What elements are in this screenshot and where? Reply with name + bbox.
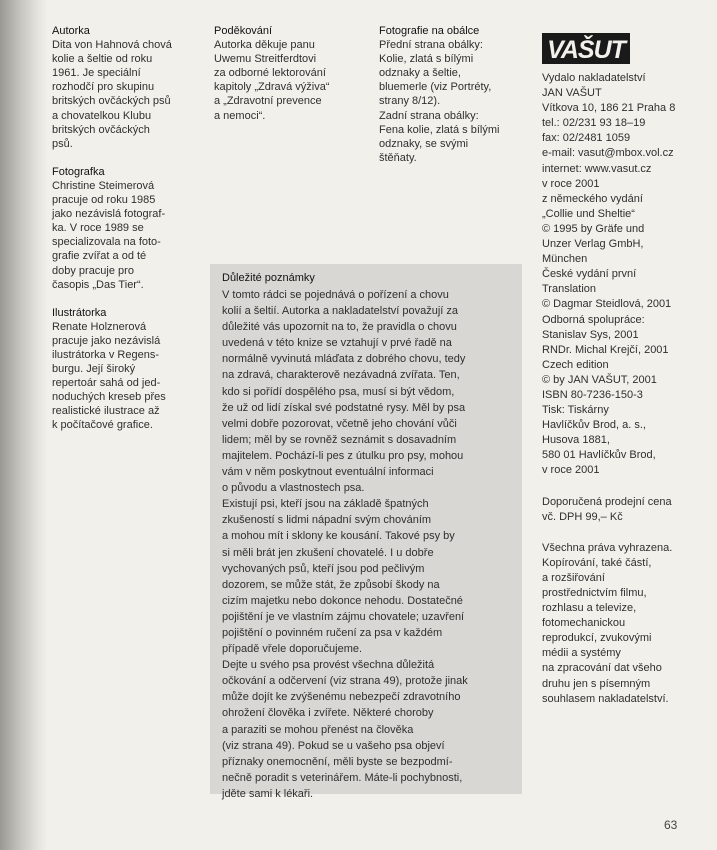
notes-paragraph: Existují psi, kteří jsou na základě špatných zkušeností s lidmi nápadní svým chováním a mohou mít i sklony ke kousání. Takové psy by si měli brát jen zkušení chovatelé. I u dobře vychovaných psů, kteří jsou pod pečlivým dozorem, se může stát, že způsobí škody na cizím majetku nebo dokonce nehodu. Dostatečné pojištění je ve vlastním zájmu chovatele; uzavření pojištění o povinném ručení za psa v každém případě vřele doporučujeme. — [222, 498, 465, 656]
credits-column — [52, 24, 202, 447]
cover-photo-column — [379, 24, 529, 165]
author-heading: Autorka — [52, 25, 90, 37]
author-text: Dita von Hahnová chová kolie a šeltie od roku 1961. Je speciální rozhodčí pro skupinu britských ovčáckých psů a chovatelkou Klubu britských ovčáckých psů. — [52, 39, 172, 150]
illustrator-text: Renate Holznerová pracuje jako nezávislá ilustrátorka v Regens- burgu. Její široký repertoár sahá od jed- noduchých kreseb přes realistické ilustrace až k počítačové grafice. — [52, 320, 166, 432]
page-number: 63 — [664, 818, 678, 832]
cover-photo-text: Přední strana obálky: Kolie, zlatá s bílými odznaky a šeltie, bluemerle (viz Portréty, strany 8/12). Zadní strana obálky: Fena kolie, zlatá s bílými odznaky, se svými štěňaty. — [379, 39, 500, 164]
rights-reserved: Všechna práva vyhrazena. Kopírování, také částí, a rozšiřování prostřednictvím filmu, rozhlasu a televize, fotomechanickou reprodukcí, zvukovými médii a systémy na zpracování dat všeho druhu jen s písemným souhlasem nakladatelství. — [542, 541, 673, 705]
recommended-price: Doporučená prodejní cena vč. DPH 99,– Kč — [542, 495, 672, 523]
photographer-text: Christine Steimerová pracuje od roku 1985 jako nezávislá fotograf- ka. V roce 1989 se specializovala na foto- grafie zvířat a od té doby pracuje pro časopis „Das Tier“. — [52, 179, 166, 291]
photographer-section — [52, 165, 202, 292]
notes-paragraph: Dejte u svého psa provést všechna důležitá očkování a odčervení (viz strana 49), protože jinak může dojít ke zvýšenému nebezpečí zdravotního ohrožení člověka i zvířete. Některé choroby a paraziti se mohou přenést na člověka (viz strana 49). Pokud se u vašeho psa objeví příznaky onemocnění, měli byste se bezpodmí- nečně poradit s veterinářem. Máte-li pochybnosti, jděte sami k lékaři. — [222, 659, 468, 800]
publisher-logo — [542, 33, 630, 64]
important-notes-heading: Důležité poznámky — [222, 272, 315, 284]
publisher-imprint: Vydalo nakladatelství JAN VAŠUT Vítkova 10, 186 21 Praha 8 tel.: 02/231 93 18–19 fax: 02/2481 1059 e-mail: vasut@mbox.vol.cz internet: www.vasut.cz v roce 2001 z německého vydání „Collie und Sheltie“ © 1995 by Gräfe und Unzer Verlag GmbH, München České vydání první Translation © Dagmar Steidlová, 2001 Odborná spolupráce: Stanislav Sys, 2001 RNDr. Michal Krejčí, 2001 Czech edition © by JAN VAŠUT, 2001 ISBN 80-7236-150-3 Tisk: Tiskárny Havlíčkův Brod, a. s., Husova 1881, 580 01 Havlíčkův Brod, v roce 2001 — [542, 72, 676, 477]
photographer-heading: Fotografka — [52, 165, 105, 178]
illustrator-section — [52, 306, 202, 433]
important-notes-box — [210, 264, 522, 800]
imprint-column — [542, 33, 707, 723]
notes-paragraph: V tomto rádci se pojednává o pořízení a chovu kolií a šeltií. Autorka a nakladatelství považují za důležité vás upozornit na to, že pravidla o chovu uvedená v této knize se vztahují v prvé řadě na normálně vyvinutá mláďata z dobrého chovu, tedy na zdravá, charakterově nezávadná zvířata. Ten, kdo si pořídí dospělého psa, musí si být vědom, že už od lidí získal své podstatné rysy. Měl by psa velmi dobře pozorovat, včetně jeho chování vůči lidem; měl by se rovněž seznámit s dosavadním majitelem. Pochází-li pes z útulku pro psy, mohou vám v něm poskytnout eventuální informaci o původu a vlastnostech psa. — [222, 289, 466, 495]
thanks-heading: Poděkování — [214, 25, 273, 37]
illustrator-heading: Ilustrátorka — [52, 306, 107, 319]
book-gutter-shadow — [0, 0, 48, 850]
thanks-text: Autorka děkuje panu Uwemu Streitferdtovi za odborné lektorování kapitoly „Zdravá výživa“ a „Zdravotní prevence a nemoci“. — [214, 39, 330, 122]
thanks-column — [214, 24, 364, 123]
svg-text:VAŠUT: VAŠUT — [547, 36, 625, 64]
cover-photo-heading: Fotografie na obálce — [379, 25, 480, 37]
author-section — [52, 24, 202, 151]
